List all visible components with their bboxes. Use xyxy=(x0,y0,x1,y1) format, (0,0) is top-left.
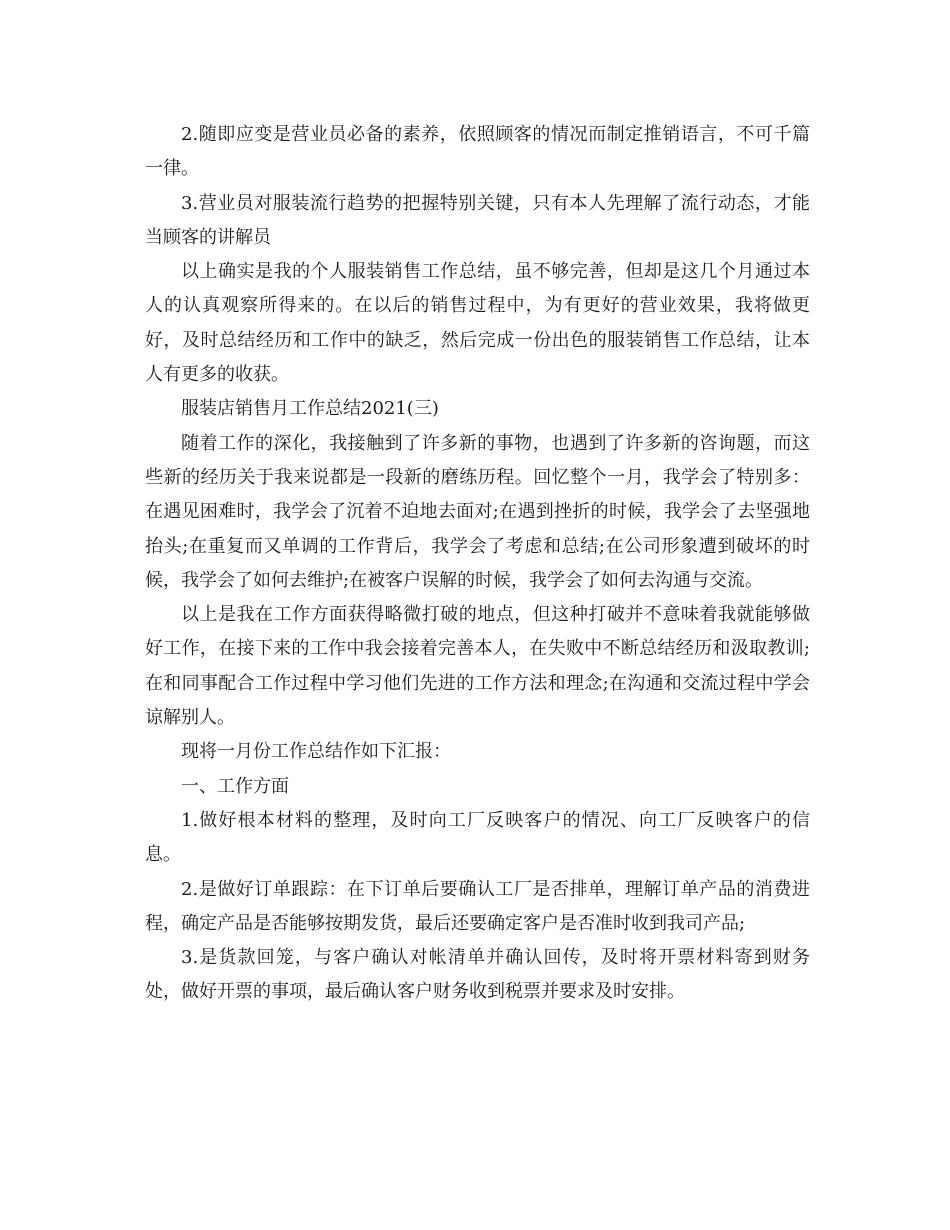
paragraph-6: 以上是我在工作方面获得略微打破的地点，但这种打破并不意味着我就能够做好工作，在接下来的工作中我会接着完善本人，在失败中不断总结经历和汲取教训;在和同事配合工作过程中学习他们先进的工作方法和理念;在沟通和交流过程中学会谅解别人。 xyxy=(145,604,810,729)
subheading-work: 一、工作方面 xyxy=(181,775,289,797)
paragraph-3: 以上确实是我的个人服装销售工作总结，虽不够完善，但却是这几个月通过本人的认真观察所得来的。在以后的销售过程中，为有更好的营业效果，我将做更好，及时总结经历和工作中的缺乏，然后完成一份出色的服装销售工作总结，让本人有更多的收获。 xyxy=(145,261,810,386)
paragraph-7: 现将一月份工作总结作如下汇报： xyxy=(181,741,451,763)
list-item-1: 1.做好根本材料的整理，及时向工厂反映客户的情况、向工厂反映客户的信息。 xyxy=(145,809,810,866)
section-heading: 服装店销售月工作总结2021(三) xyxy=(181,398,439,420)
paragraph-1: 2.随即应变是营业员必备的素养，依照顾客的情况而制定推销语言，不可千篇一律。 xyxy=(145,124,810,180)
list-item-3: 3.是货款回笼，与客户确认对帐清单并确认回传，及时将开票材料寄到财务处，做好开票的事项，最后确认客户财务收到税票并要求及时安排。 xyxy=(145,947,810,1003)
document-body xyxy=(145,118,810,1010)
list-item-2: 2.是做好订单跟踪：在下订单后要确认工厂是否排单，理解订单产品的消费进程，确定产品是否能够按期发货，最后还要确定客户是否准时收到我司产品; xyxy=(145,878,810,934)
paragraph-5: 随着工作的深化，我接触到了许多新的事物，也遇到了许多新的咨询题，而这些新的经历关于我来说都是一段新的磨练历程。回忆整个一月，我学会了特别多：在遇见困难时，我学会了沉着不迫地去面对;在遇到挫折的时候，我学会了去坚强地抬头;在重复而又单调的工作背后，我学会了考虑和总结;在公司形象遭到破坏的时候，我学会了如何去维护;在被客户误解的时候，我学会了如何去沟通与交流。 xyxy=(145,432,810,591)
paragraph-2: 3.营业员对服装流行趋势的把握特别关键，只有本人先理解了流行动态，才能当顾客的讲解员 xyxy=(145,192,810,248)
